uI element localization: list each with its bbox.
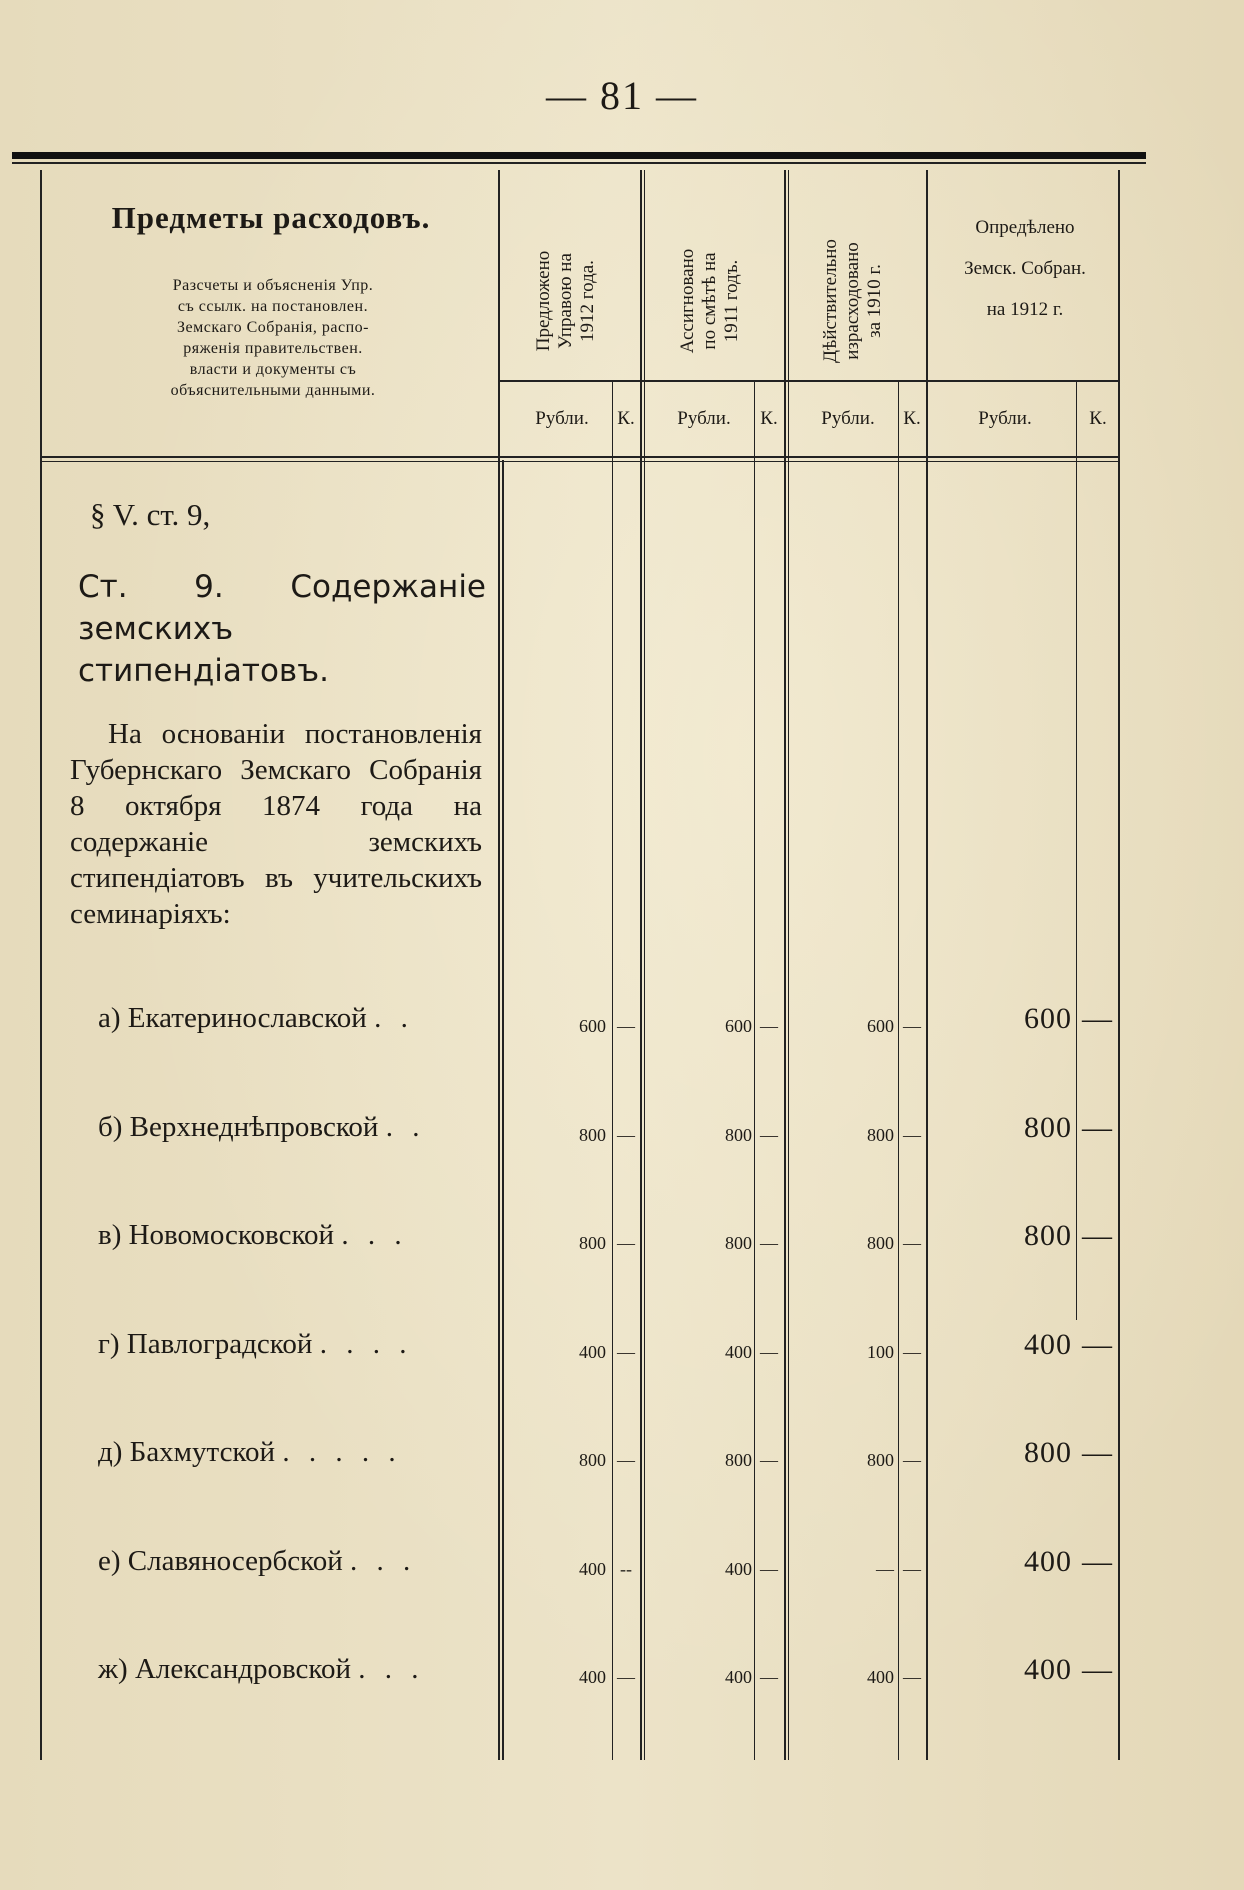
- determined-kopecks: —: [1082, 1111, 1112, 1144]
- spent-kopecks: —: [903, 1342, 921, 1362]
- proposed-rubles: 600: [579, 1016, 606, 1036]
- determined-kopecks: —: [1082, 1653, 1112, 1686]
- spent-rubles: —: [876, 1559, 894, 1579]
- header-bottom-rule-thin: [40, 461, 1120, 462]
- spent-kopecks: —: [903, 1450, 921, 1470]
- row-label-text: ж) Александровской: [98, 1653, 351, 1685]
- column-header-spent: Дѣйствительно израсходовано за 1910 г.: [820, 239, 885, 363]
- assigned-rubles: 800: [725, 1233, 752, 1253]
- spent-rubles: 100: [867, 1342, 894, 1362]
- top-rule-thin: [12, 162, 1146, 164]
- determined-rubles: 400: [1024, 1653, 1072, 1686]
- row-label: [98, 1653, 425, 1686]
- column-header-determined: Опредѣлено Земск. Собран. на 1912 г.: [964, 217, 1086, 320]
- proposed-kopecks: —: [617, 1233, 635, 1253]
- assigned-rubles: 400: [725, 1667, 752, 1687]
- table-row: [0, 1545, 1244, 1605]
- proposed-rubles: 800: [579, 1233, 606, 1253]
- spent-kopecks: —: [903, 1233, 921, 1253]
- row-label: [98, 1545, 416, 1578]
- assigned-rubles: 400: [725, 1342, 752, 1362]
- spent-rubles: 800: [867, 1450, 894, 1470]
- spent-kopecks: —: [903, 1667, 921, 1687]
- assigned-kopecks: —: [760, 1016, 778, 1036]
- table-border-right: [1118, 170, 1120, 1760]
- unit-kopecks: К.: [760, 408, 778, 429]
- row-label-text: в) Новомосковской: [98, 1219, 335, 1251]
- proposed-rubles: 400: [579, 1342, 606, 1362]
- table-row: [0, 1436, 1244, 1496]
- spent-rubles: 600: [867, 1016, 894, 1036]
- table-row: [0, 1653, 1244, 1713]
- row-label: [98, 1002, 414, 1035]
- row-label-text: д) Бахмутской: [98, 1436, 276, 1468]
- expenses-header-subtitle: Разсчеты и объясненія Упр. съ ссылк. на постановлен. Земскаго Собранія, распо- ряженія правительствен. власти и документы съ объяснительными данными.: [170, 277, 376, 399]
- proposed-rubles: 800: [579, 1450, 606, 1470]
- basis-paragraph: На основаніи постановленія Губернскаго Земскаго Собранія 8 октября 1874 года на содержаніе земскихъ стипендіатовъ въ учительскихъ семинаріяхъ:: [70, 718, 482, 930]
- row-label-text: а) Екатеринославской: [98, 1002, 367, 1034]
- unit-rubles: Рубли.: [677, 408, 731, 429]
- assigned-kopecks: —: [760, 1342, 778, 1362]
- determined-rubles: 600: [1024, 1002, 1072, 1035]
- proposed-kopecks: —: [617, 1667, 635, 1687]
- determined-rubles: 400: [1024, 1328, 1072, 1361]
- proposed-kopecks: --: [620, 1559, 632, 1579]
- leader-dots: . .: [374, 1002, 414, 1034]
- proposed-rubles: 400: [579, 1667, 606, 1687]
- determined-rubles: 800: [1024, 1219, 1072, 1252]
- article-title: Ст. 9. Содержаніе земскихъ стипендіатовъ.: [78, 569, 486, 689]
- unit-kopecks: К.: [617, 408, 635, 429]
- assigned-rubles: 400: [725, 1559, 752, 1579]
- leader-dots: . . . . .: [282, 1436, 402, 1468]
- assigned-kopecks: —: [760, 1559, 778, 1579]
- proposed-rubles: 400: [579, 1559, 606, 1579]
- table-row: [0, 1111, 1244, 1171]
- page-number: — 81 —: [546, 73, 698, 118]
- column-divider: [644, 170, 645, 1760]
- column-header-assigned: Ассигновано по смѣтѣ на 1911 годъ.: [677, 248, 742, 354]
- header-bottom-rule: [40, 456, 1120, 458]
- column-divider: [788, 170, 789, 1760]
- section-heading: § V. ст. 9,: [90, 497, 211, 532]
- column-divider: [784, 170, 786, 1760]
- table-row: [0, 1002, 1244, 1062]
- column-header-proposed: Предложено Управою на 1912 года.: [533, 250, 598, 352]
- leader-dots: . . .: [341, 1219, 408, 1251]
- determined-kopecks: —: [1082, 1219, 1112, 1252]
- table-row: [0, 1219, 1244, 1279]
- row-label: [98, 1219, 408, 1252]
- row-label-text: б) Верхнеднѣпровской: [98, 1111, 379, 1143]
- column-divider: [926, 170, 928, 1760]
- unit-rubles: Рубли.: [535, 408, 589, 429]
- table-border-left: [40, 170, 42, 1760]
- proposed-kopecks: —: [617, 1342, 635, 1362]
- determined-rubles: 800: [1024, 1111, 1072, 1144]
- assigned-kopecks: —: [760, 1667, 778, 1687]
- proposed-rubles: 800: [579, 1125, 606, 1145]
- expenses-header-title: Предметы расходовъ.: [111, 200, 431, 235]
- spent-rubles: 800: [867, 1125, 894, 1145]
- spent-kopecks: —: [903, 1125, 921, 1145]
- leader-dots: . . . .: [319, 1328, 413, 1360]
- spent-kopecks: —: [903, 1559, 921, 1579]
- spent-rubles: 400: [867, 1667, 894, 1687]
- column-divider: [498, 170, 500, 1760]
- table-row: [0, 1328, 1244, 1388]
- row-label-text: е) Славяносербской: [98, 1545, 343, 1577]
- column-divider: [640, 170, 642, 1760]
- row-label: [98, 1111, 425, 1144]
- proposed-kopecks: —: [617, 1450, 635, 1470]
- unit-kopecks: К.: [903, 408, 921, 429]
- leader-dots: . .: [385, 1111, 426, 1143]
- unit-rubles: Рубли.: [978, 408, 1032, 429]
- unit-kopecks: К.: [1089, 408, 1107, 429]
- assigned-rubles: 800: [725, 1125, 752, 1145]
- leader-dots: . . .: [358, 1653, 425, 1685]
- proposed-kopecks: —: [617, 1016, 635, 1036]
- assigned-kopecks: —: [760, 1125, 778, 1145]
- top-rule: [12, 152, 1146, 159]
- determined-kopecks: —: [1082, 1328, 1112, 1361]
- proposed-kopecks: —: [617, 1125, 635, 1145]
- leader-dots: . . .: [349, 1545, 417, 1577]
- assigned-kopecks: —: [760, 1450, 778, 1470]
- row-label: [98, 1328, 412, 1361]
- determined-rubles: 800: [1024, 1436, 1072, 1469]
- spent-kopecks: —: [903, 1016, 921, 1036]
- column-divider: [1076, 380, 1077, 1320]
- determined-rubles: 400: [1024, 1545, 1072, 1578]
- determined-kopecks: —: [1082, 1002, 1112, 1035]
- determined-kopecks: —: [1082, 1545, 1112, 1578]
- assigned-rubles: 600: [725, 1016, 752, 1036]
- determined-kopecks: —: [1082, 1436, 1112, 1469]
- assigned-kopecks: —: [760, 1233, 778, 1253]
- row-label-text: г) Павлоградской: [98, 1328, 313, 1360]
- row-label: [98, 1436, 402, 1469]
- spent-rubles: 800: [867, 1233, 894, 1253]
- unit-rubles: Рубли.: [821, 408, 875, 429]
- assigned-rubles: 800: [725, 1450, 752, 1470]
